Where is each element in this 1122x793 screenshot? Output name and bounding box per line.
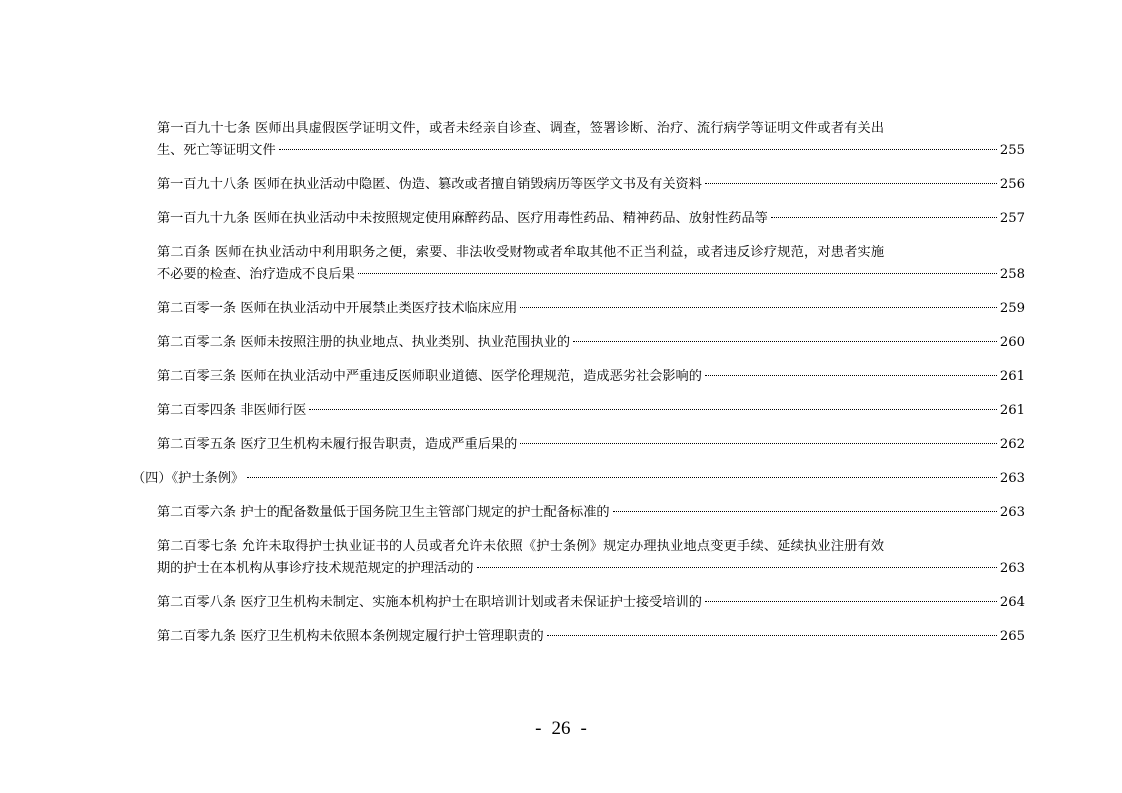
dot-leader <box>279 149 997 150</box>
toc-entry[interactable] <box>0 332 1122 354</box>
toc-page-number: 264 <box>999 595 1025 610</box>
toc-entry-title: 第二百零一条 医师在执业活动中开展禁止类医疗技术临床应用 <box>157 301 518 316</box>
dot-leader <box>547 635 997 636</box>
toc-entry[interactable] <box>0 208 1122 230</box>
dot-leader <box>358 273 997 274</box>
toc-entry-title-line1: 第二百条 医师在执业活动中利用职务之便，索要、非法收受财物或者牟取其他不正当利益，或者违反诊疗规范，对患者实施 <box>157 245 885 260</box>
toc-entry-title: 不必要的检查、治疗造成不良后果 <box>157 267 355 282</box>
toc-entry[interactable] <box>0 366 1122 388</box>
toc-page-number: 263 <box>999 471 1025 486</box>
toc-entry[interactable] <box>0 536 1122 580</box>
toc-page-number: 256 <box>999 177 1025 192</box>
toc-entry-title-line1: 第一百九十七条 医师出具虚假医学证明文件，或者未经亲自诊查、调查，签署诊断、治疗、流行病学等证明文件或者有关出 <box>157 121 885 136</box>
toc-entry-title: 第二百零八条 医疗卫生机构未制定、实施本机构护士在职培训计划或者未保证护士接受培训的 <box>157 595 702 610</box>
toc-section-title: （四）《护士条例》 <box>132 471 245 486</box>
toc-entry-title: 第二百零二条 医师未按照注册的执业地点、执业类别、执业范围执业的 <box>157 335 571 350</box>
toc-page-number: 265 <box>999 629 1025 644</box>
table-of-contents <box>0 118 1122 660</box>
toc-section-heading[interactable] <box>0 468 1122 490</box>
toc-entry-title: 第一百九十九条 医师在执业活动中未按照规定使用麻醉药品、医疗用毒性药品、精神药品、放射性药品等 <box>157 211 768 226</box>
toc-page-number: 259 <box>999 301 1025 316</box>
page-number-value: 26 <box>551 718 571 739</box>
toc-entry[interactable] <box>0 242 1122 286</box>
page-footer-number: - 26 - <box>535 718 587 739</box>
toc-page-number: 262 <box>999 437 1025 452</box>
dot-leader <box>705 601 997 602</box>
toc-page-number: 257 <box>999 211 1025 226</box>
dot-leader <box>771 217 997 218</box>
dot-leader <box>520 443 997 444</box>
toc-entry-title: 期的护士在本机构从事诊疗技术规范规定的护理活动的 <box>157 561 474 576</box>
toc-entry-title: 生、死亡等证明文件 <box>157 143 276 158</box>
toc-entry-title: 第二百零四条 非医师行医 <box>157 403 307 418</box>
toc-entry-title: 第二百零九条 医疗卫生机构未依照本条例规定履行护士管理职责的 <box>157 629 544 644</box>
dot-leader <box>705 183 997 184</box>
dot-leader <box>613 511 997 512</box>
toc-page-number: 255 <box>999 143 1025 158</box>
dot-leader <box>477 567 997 568</box>
toc-entry[interactable] <box>0 400 1122 422</box>
dot-leader <box>705 375 997 376</box>
toc-entry[interactable] <box>0 174 1122 196</box>
dot-leader <box>247 477 997 478</box>
toc-entry[interactable] <box>0 502 1122 524</box>
toc-entry[interactable] <box>0 118 1122 162</box>
toc-entry-title: 第二百零三条 医师在执业活动中严重违反医师职业道德、医学伦理规范，造成恶劣社会影响的 <box>157 369 702 384</box>
toc-entry[interactable] <box>0 626 1122 648</box>
toc-entry[interactable] <box>0 592 1122 614</box>
toc-page-number: 263 <box>999 561 1025 576</box>
toc-entry-title: 第二百零六条 护士的配备数量低于国务院卫生主管部门规定的护士配备标准的 <box>157 505 610 520</box>
toc-entry-title: 第二百零五条 医疗卫生机构未履行报告职责，造成严重后果的 <box>157 437 518 452</box>
toc-entry-title-line1: 第二百零七条 允许未取得护士执业证书的人员或者允许未依照《护士条例》规定办理执业地点变更手续、延续执业注册有效 <box>157 539 885 554</box>
dot-leader <box>520 307 997 308</box>
toc-page-number: 261 <box>999 369 1025 384</box>
toc-entry[interactable] <box>0 298 1122 320</box>
dot-leader <box>309 409 997 410</box>
toc-page-number: 258 <box>999 267 1025 282</box>
dot-leader <box>573 341 997 342</box>
toc-entry-title: 第一百九十八条 医师在执业活动中隐匿、伪造、篡改或者擅自销毁病历等医学文书及有关资料 <box>157 177 702 192</box>
toc-page-number: 260 <box>999 335 1025 350</box>
toc-page-number: 261 <box>999 403 1025 418</box>
toc-page-number: 263 <box>999 505 1025 520</box>
toc-entry[interactable] <box>0 434 1122 456</box>
